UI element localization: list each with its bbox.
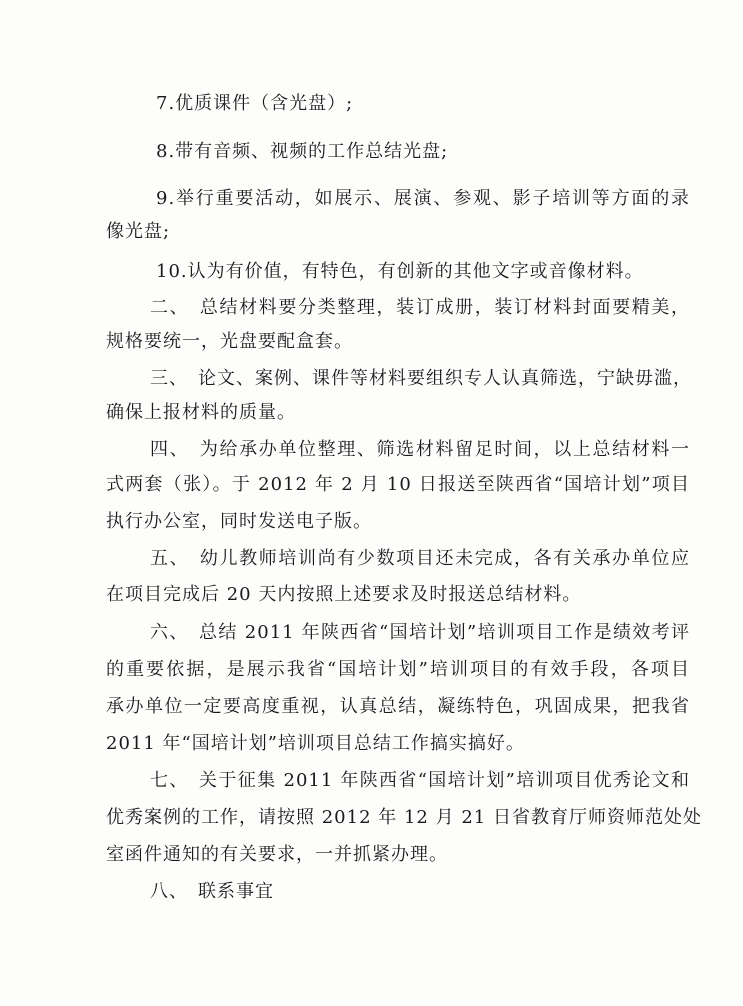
list-item-9-line-2: 像光盘;	[106, 221, 171, 242]
section-7-line-3: 室函件通知的有关要求，一并抓紧办理。	[106, 844, 448, 865]
section-2-line-1: 二、 总结材料要分类整理，装订成册，装订材料封面要精美，	[150, 297, 690, 318]
section-7-line-2: 优秀案例的工作，请按照 2012 年 12 月 21 日省教育厅师资师范处处	[106, 807, 702, 828]
section-3-line-1: 三、 论文、案例、课件等材料要组织专人认真筛选，宁缺毋滥，	[150, 368, 692, 389]
section-6-line-1: 六、 总结 2011 年陕西省“国培计划”培训项目工作是绩效考评	[150, 622, 690, 643]
section-6-line-3: 承办单位一定要高度重视，认真总结，凝练特色，巩固成果，把我省	[106, 696, 690, 717]
list-item-9-line-1: 9.举行重要活动，如展示、展演、参观、影子培训等方面的录	[156, 188, 690, 209]
section-5-line-2: 在项目完成后 20 天内按照上述要求及时报送总结材料。	[106, 584, 582, 605]
section-5-line-1: 五、 幼儿教师培训尚有少数项目还未完成，各有关承办单位应	[150, 548, 690, 569]
list-item-8: 8.带有音频、视频的工作总结光盘;	[156, 141, 449, 162]
list-item-7: 7.优质课件（含光盘）;	[156, 93, 354, 114]
section-8-heading: 八、 联系事宜	[150, 881, 274, 902]
section-7-line-1: 七、 关于征集 2011 年陕西省“国培计划”培训项目优秀论文和	[150, 770, 690, 791]
section-3-line-2: 确保上报材料的质量。	[106, 402, 296, 423]
section-4-line-3: 执行办公室，同时发送电子版。	[106, 511, 372, 532]
list-item-10: 10.认为有价值，有特色，有创新的其他文字或音像材料。	[156, 261, 644, 282]
section-2-line-2: 规格要统一，光盘要配盒套。	[106, 331, 353, 352]
section-4-line-2: 式两套（张）。于 2012 年 2 月 10 日报送至陕西省“国培计划”项目	[106, 474, 690, 495]
section-6-line-4: 2011 年“国培计划”培训项目总结工作搞实搞好。	[106, 733, 525, 754]
section-6-line-2: 的重要依据，是展示我省“国培计划”培训项目的有效手段，各项目	[106, 659, 690, 680]
section-4-line-1: 四、 为给承办单位整理、筛选材料留足时间，以上总结材料一	[150, 439, 690, 460]
